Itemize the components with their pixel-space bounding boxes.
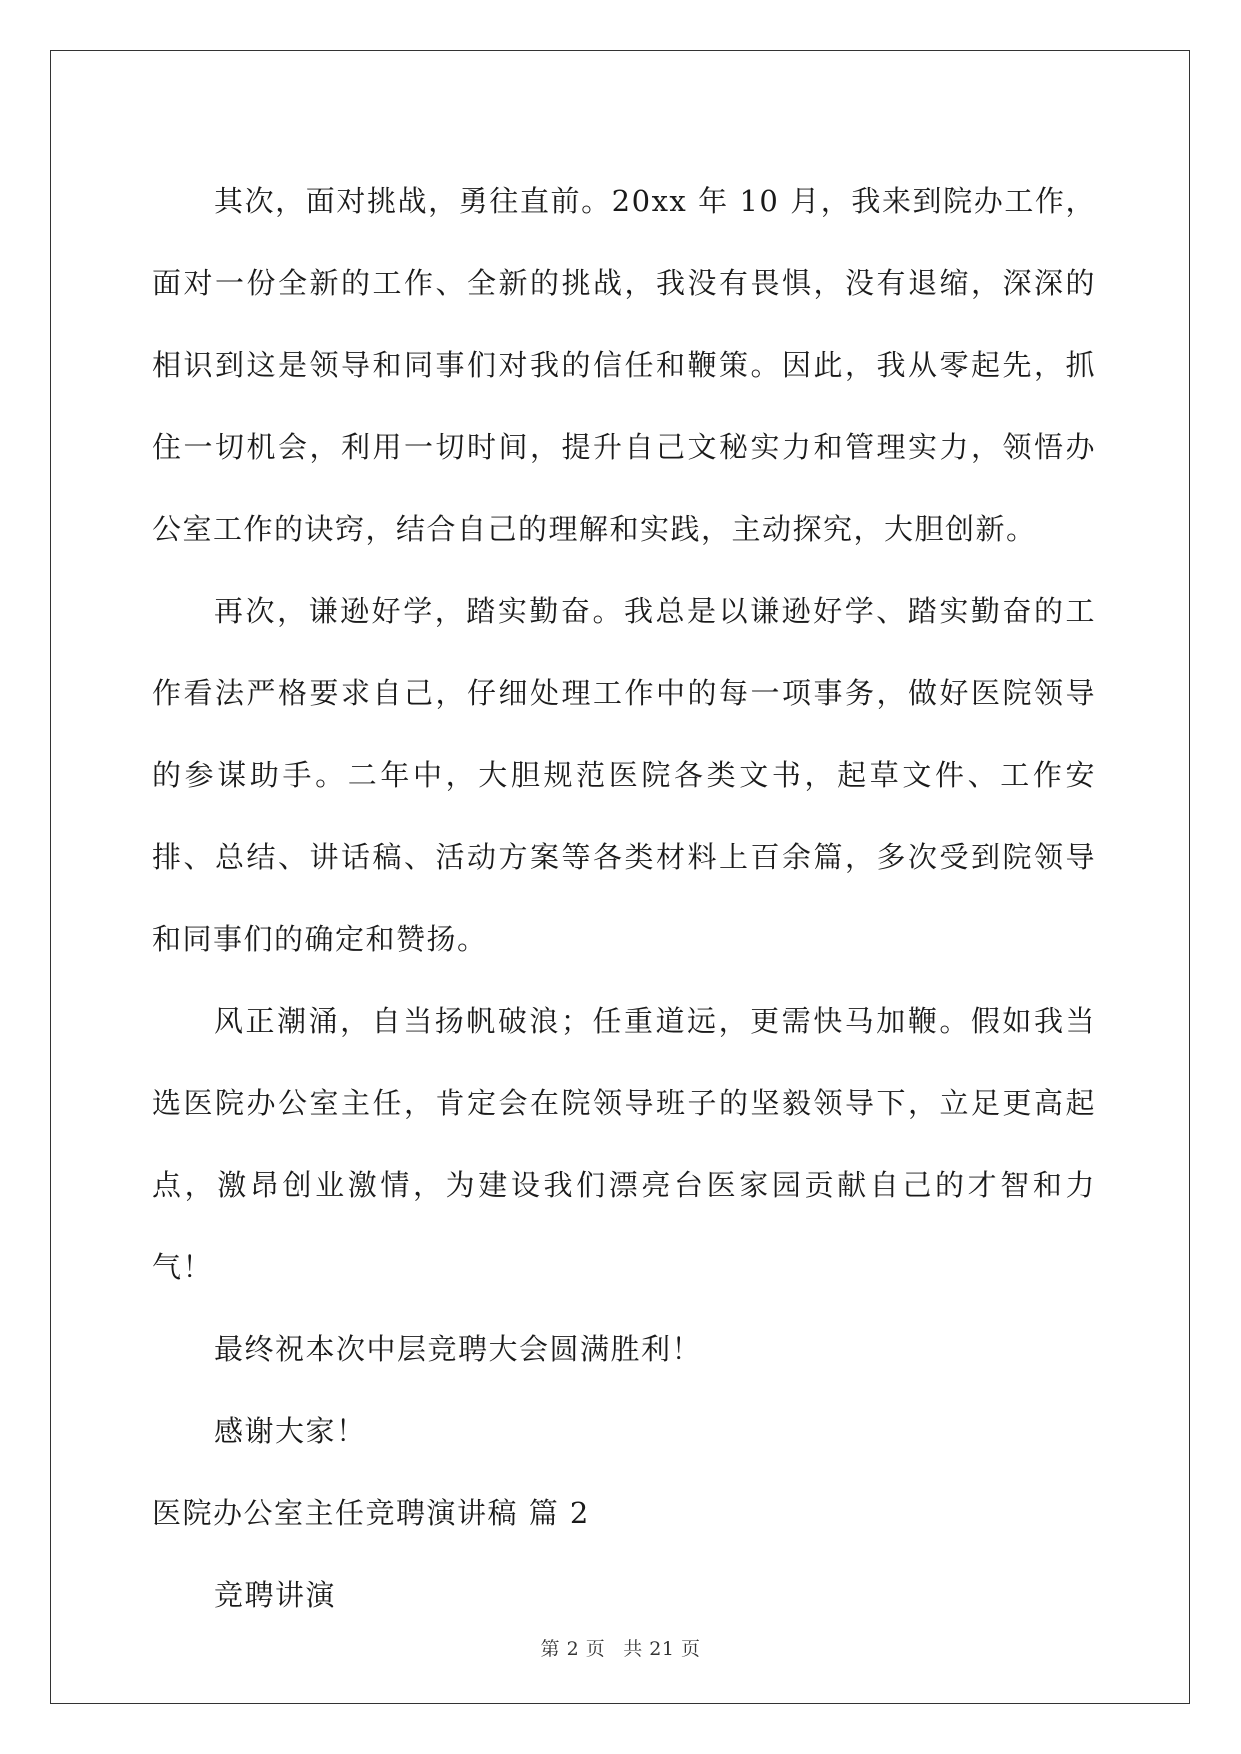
page-number: 第 2 页 — [540, 1638, 606, 1660]
section-heading: 医院办公室主任竞聘演讲稿 篇 2 — [152, 1496, 590, 1530]
page-footer — [0, 1634, 1241, 1661]
document-body — [152, 160, 1096, 1636]
paragraph-3: 风正潮涌，自当扬帆破浪；任重道远，更需快马加鞭。假如我当选医院办公室主任，肯定会在院领导班子的坚毅领导下，立足更高起点，激昂创业激情，为建设我们漂亮台医家园贡献自己的才智和力气！ — [152, 1004, 1096, 1284]
paragraph-1: 其次，面对挑战，勇往直前。20xx 年 10 月，我来到院办工作，面对一份全新的工作、全新的挑战，我没有畏惧，没有退缩，深深的相识到这是领导和同事们对我的信任和鞭策。因此，我从零起先，抓住一切机会，利用一切时间，提升自己文秘实力和管理实力，领悟办公室工作的诀窍，结合自己的理解和实践，主动探究，大胆创新。 — [152, 184, 1096, 546]
paragraph-5: 感谢大家！ — [214, 1414, 367, 1448]
page-total: 共 21 页 — [623, 1638, 701, 1660]
paragraph-6: 竞聘讲演 — [214, 1578, 337, 1612]
paragraph-4: 最终祝本次中层竞聘大会圆满胜利！ — [214, 1332, 703, 1366]
paragraph-2: 再次，谦逊好学，踏实勤奋。我总是以谦逊好学、踏实勤奋的工作看法严格要求自己，仔细处理工作中的每一项事务，做好医院领导的参谋助手。二年中，大胆规范医院各类文书，起草文件、工作安排、总结、讲话稿、活动方案等各类材料上百余篇，多次受到院领导和同事们的确定和赞扬。 — [152, 594, 1096, 956]
